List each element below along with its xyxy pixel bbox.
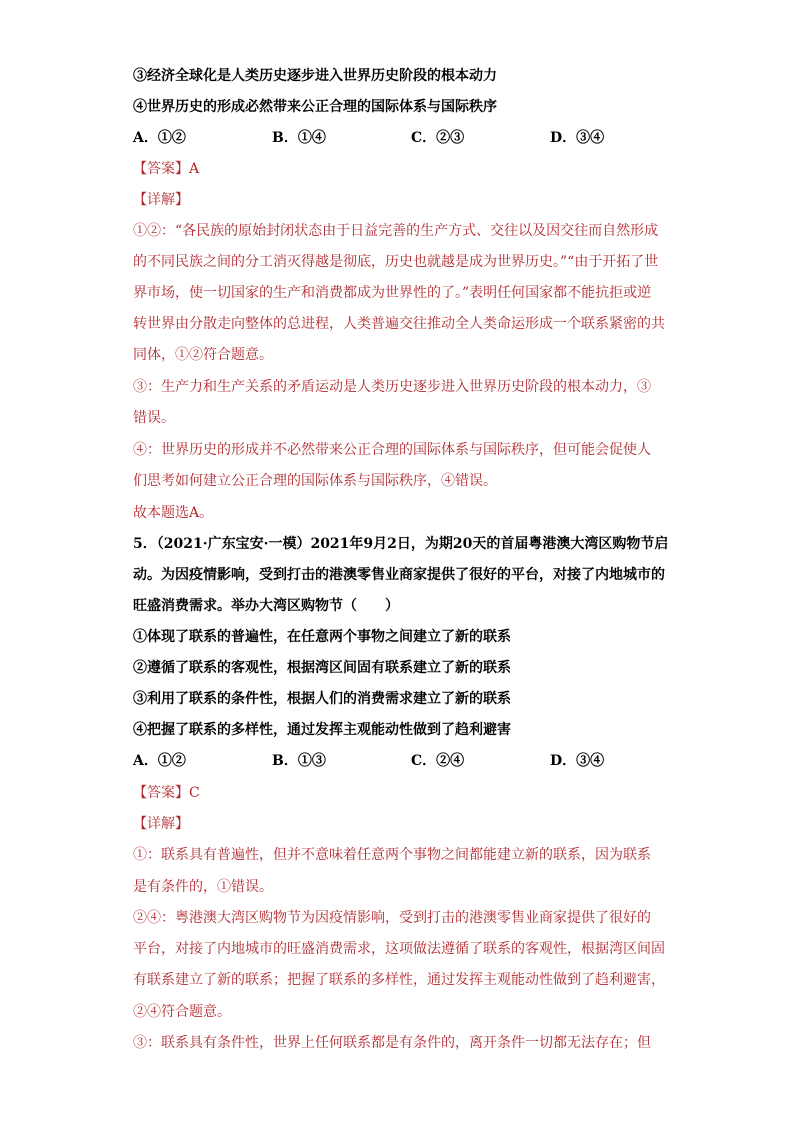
- q5-explain-line: ②④：粤港澳大湾区购物节为因疫情影响，受到打击的港澳零售业商家提供了很好的: [133, 910, 651, 926]
- q5-answer: 【答案】C: [133, 785, 200, 801]
- q4-options: [133, 128, 673, 148]
- q4-option-b: B．①④: [272, 130, 326, 146]
- q4-explain-line: 们思考如何建立公正合理的国际体系与国际秩序，④错误。: [133, 473, 497, 489]
- q5-explain-line: ①：联系具有普遍性，但并不意味着任意两个事物之间都能建立新的联系，因为联系: [133, 847, 651, 863]
- q5-stem-line: 动。为因疫情影响，受到打击的港澳零售业商家提供了很好的平台，对接了内地城市的: [133, 567, 665, 583]
- q4-explain-line: 转世界由分散走向整体的总进程，人类普遍交往推动全人类命运形成一个联系紧密的共: [133, 316, 665, 332]
- q5-option-b: B．①③: [272, 753, 326, 769]
- q4-explain-line: ④：世界历史的形成并不必然带来公正合理的国际体系与国际秩序，但可能会促使人: [133, 442, 651, 458]
- q5-statement-1: ①体现了联系的普遍性，在任意两个事物之间建立了新的联系: [133, 629, 511, 645]
- q4-explain-line: 同体，①②符合题意。: [133, 347, 273, 363]
- q5-explain-line: 平台，对接了内地城市的旺盛消费需求，这项做法遵循了联系的客观性，根据湾区间固: [133, 941, 665, 957]
- q5-statement-3: ③利用了联系的条件性，根据人们的消费需求建立了新的联系: [133, 691, 511, 707]
- q4-explain-line: 错误。: [133, 410, 175, 426]
- q4-explain-line: ③：生产力和生产关系的矛盾运动是人类历史逐步进入世界历史阶段的根本动力，③: [133, 379, 651, 395]
- q5-statement-4: ④把握了联系的多样性，通过发挥主观能动性做到了趋利避害: [133, 722, 511, 738]
- q5-stem-line: 旺盛消费需求。举办大湾区购物节（ ）: [133, 598, 399, 614]
- q5-stem-line: 5．（2021·广东宝安·一模）2021年9月2日，为期20天的首届粤港澳大湾区购物节启: [133, 536, 669, 552]
- q5-detail-label: 【详解】: [133, 816, 189, 832]
- q5-option-a: A．①②: [133, 753, 186, 769]
- q4-explain-line: ①②：“各民族的原始封闭状态由于日益完善的生产方式、交往以及因交往而自然形成: [133, 223, 659, 239]
- q4-statement-4: ④世界历史的形成必然带来公正合理的国际体系与国际秩序: [133, 99, 497, 115]
- q4-option-d: D．③④: [550, 130, 605, 146]
- q5-option-c: C．②④: [411, 753, 465, 769]
- q4-detail-label: 【详解】: [133, 192, 189, 208]
- q5-options: [133, 751, 673, 771]
- q4-explain-line: 的不同民族之间的分工消灭得越是彻底，历史也就越是成为世界历史。”“由于开拓了世: [133, 254, 659, 270]
- q4-option-c: C．②③: [411, 130, 465, 146]
- q5-explain-line: ③：联系具有条件性，世界上任何联系都是有条件的，离开条件一切都无法存在；但: [133, 1035, 651, 1051]
- q4-conclusion: 故本题选A。: [133, 505, 214, 521]
- q4-explain-line: 界市场，使一切国家的生产和消费都成为世界性的了。”表明任何国家都不能抗拒或逆: [133, 285, 652, 301]
- q5-option-d: D．③④: [550, 753, 605, 769]
- q5-explain-line: 有联系建立了新的联系；把握了联系的多样性，通过发挥主观能动性做到了趋利避害，: [133, 972, 665, 988]
- q4-option-a: A．①②: [133, 130, 186, 146]
- q5-explain-line: 是有条件的，①错误。: [133, 879, 273, 895]
- q4-answer: 【答案】A: [133, 161, 200, 177]
- q5-explain-line: ②④符合题意。: [133, 1004, 231, 1020]
- q4-statement-3: ③经济全球化是人类历史逐步进入世界历史阶段的根本动力: [133, 68, 497, 84]
- q5-statement-2: ②遵循了联系的客观性，根据湾区间固有联系建立了新的联系: [133, 660, 511, 676]
